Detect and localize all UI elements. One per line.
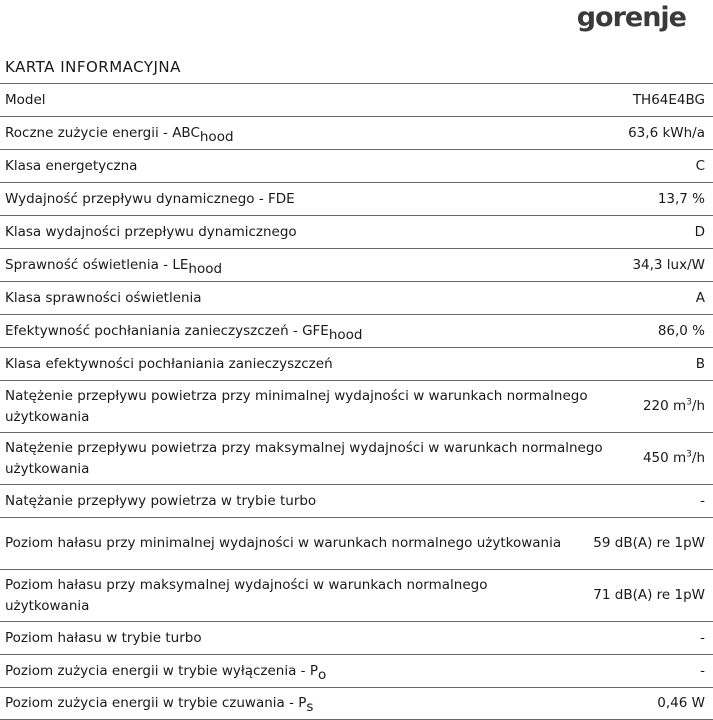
row-value: 71 dB(A) re 1pW <box>593 587 705 603</box>
row-value: D <box>694 223 705 240</box>
row-label: Poziom hałasu w trybie turbo <box>5 629 202 646</box>
row-label: Poziom hałasu przy minimalnej wydajności w warunkach normalnego użytkowania <box>5 535 562 551</box>
info-table <box>0 83 713 720</box>
row-value: - <box>700 492 705 509</box>
row-value: TH64E4BG <box>632 91 705 108</box>
row-label: Efektywność pochłaniania zanieczyszczeń - $GFE_{hood}$ <box>5 322 363 343</box>
table-row-lighting-efficiency <box>0 248 713 281</box>
row-label: Klasa energetyczna <box>5 157 138 174</box>
table-row-noise-min <box>0 517 713 569</box>
brand-logo: gorenje <box>576 2 686 33</box>
row-label: Sprawność oświetlenia - $LE_{hood}$ <box>5 256 223 277</box>
row-value: C <box>695 157 705 174</box>
table-row-airflow-turbo <box>0 484 713 517</box>
table-row-fde <box>0 182 713 215</box>
row-value: 86,0 % <box>657 322 705 339</box>
row-label: Natężanie przepływy powietrza w trybie turbo <box>5 492 317 509</box>
table-row-power-off <box>0 654 713 687</box>
row-value: 59 dB(A) re 1pW <box>593 535 705 551</box>
row-value: A <box>695 289 705 306</box>
row-label: Roczne zużycie energii - $ABC_{hood}$ <box>5 124 234 145</box>
row-value: - <box>700 662 705 679</box>
row-label: Klasa wydajności przepływu dynamicznego <box>5 223 297 240</box>
page-title: KARTA INFORMACYJNA <box>5 58 181 76</box>
row-label: Wydajność przepływu dynamicznego - FDE <box>5 190 295 207</box>
table-row-fde-class <box>0 215 713 248</box>
row-label: Poziom zużycia energii w trybie czuwania - $P_s$ <box>5 695 314 715</box>
row-value: B <box>695 355 705 372</box>
row-label: Model <box>5 91 46 108</box>
row-value: - <box>700 629 705 646</box>
table-row-airflow-min <box>0 380 713 432</box>
table-row-energy-class <box>0 149 713 182</box>
table-row-model <box>0 83 713 116</box>
row-value: 13,7 % <box>657 190 705 207</box>
table-row-gfe <box>0 314 713 347</box>
table-row-airflow-max <box>0 432 713 484</box>
row-value: 0,46 W <box>657 695 705 711</box>
table-row-noise-turbo <box>0 621 713 654</box>
row-label: Poziom zużycia energii w trybie wyłączenia - $P_o$ <box>5 662 327 683</box>
table-row-annual-energy <box>0 116 713 149</box>
row-label: Poziom hałasu przy maksymalnej wydajności w warunkach normalnego użytkowania <box>5 576 488 614</box>
row-label: Klasa efektywności pochłaniania zanieczyszczeń <box>5 355 333 372</box>
row-label: Klasa sprawności oświetlenia <box>5 289 202 306</box>
row-label: Natężenie przepływu powietrza przy minimalnej wydajności w warunkach normalnego użytkowania <box>5 387 588 425</box>
row-value: 220 $m^3/h$ <box>642 397 705 414</box>
row-label: Natężenie przepływu powietrza przy maksymalnej wydajności w warunkach normalnego użytkowania <box>5 439 603 477</box>
table-row-power-standby <box>0 687 713 720</box>
table-row-lighting-class <box>0 281 713 314</box>
row-value: 34,3 lux/W <box>632 256 705 273</box>
row-value: 63,6 kWh/a <box>628 124 705 141</box>
table-row-noise-max <box>0 569 713 621</box>
table-row-gfe-class <box>0 347 713 380</box>
row-value: 450 $m^3/h$ <box>642 449 705 466</box>
